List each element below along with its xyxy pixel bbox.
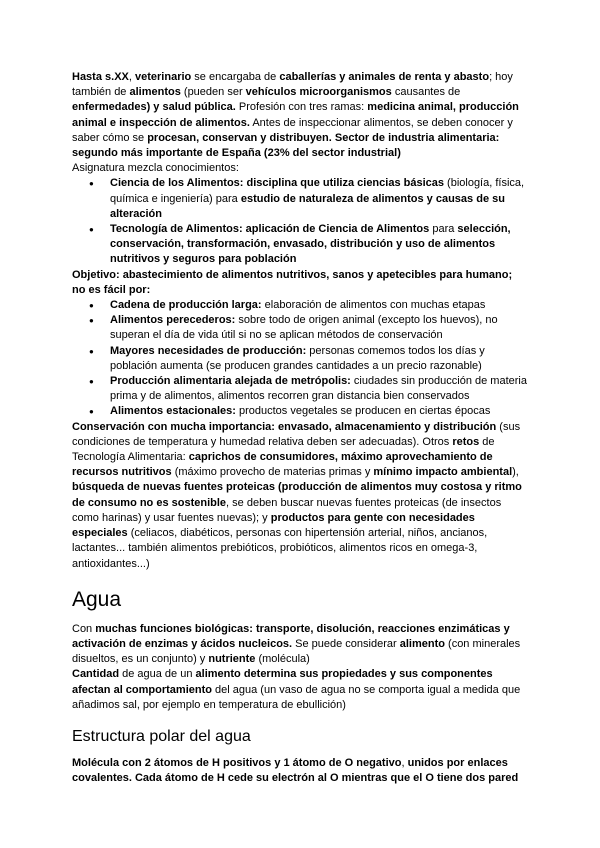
bold-text: Alimentos perecederos:	[110, 314, 236, 327]
bold-text: productos para gente con necesidades especiales	[72, 511, 475, 540]
bold-text: Hasta s.XX	[72, 71, 129, 83]
text: ),	[512, 466, 519, 479]
bold-text: mínimo impacto ambiental	[373, 466, 513, 479]
bullet-item	[72, 374, 528, 404]
bold-text: retos	[452, 435, 480, 448]
bold-text: búsqueda de nuevas fuentes proteicas (producción de alimentos muy costosa y ritmo de consumo no es sostenible	[72, 481, 522, 509]
bold-text: Cantidad	[72, 668, 120, 681]
paragraph-asignatura	[72, 161, 528, 176]
text: ciudades sin producción de materia prima y de alimentos, alimentos recorren gran distancia bien conservados	[110, 375, 527, 403]
text: (sus condiciones de temperatura y humedad relativa deben ser adecuadas). Otros	[72, 420, 521, 448]
bold-text: Conservación con mucha importancia: envasado, almacenamiento y distribución	[72, 420, 497, 433]
bold-text: Cadena de producción larga:	[110, 299, 262, 312]
heading-agua: Agua	[72, 587, 122, 611]
bold-text: Molécula con 2 átomos de H positivos y 1 átomo de O negativo	[72, 756, 402, 769]
text: del agua (un vaso de agua no se comporta igual a medida que añadimos sal, por ejemplo en temperatura de ebullición)	[72, 683, 521, 711]
heading-estructura-polar: Estructura polar del agua	[72, 727, 251, 745]
text: personas comemos todos los días y población aumenta (se producen grandes cantidades a un precio razonable)	[110, 344, 485, 372]
bold-text: Ciencia de los Alimentos: disciplina que utiliza ciencias básicas	[110, 177, 444, 190]
text: se encargaba de	[191, 71, 280, 83]
bold-text: Producción alimentaria alejada de metrópolis:	[110, 375, 351, 388]
text: de agua de un	[119, 668, 196, 681]
text: (biología, física, química e ingeniería) para	[110, 177, 525, 205]
text: elaboración de alimentos con muchas etapas	[261, 299, 486, 312]
bullet-item	[72, 344, 528, 374]
text: (máximo provecho de materias primas y	[171, 466, 374, 479]
text: Se puede considerar	[292, 637, 400, 650]
bold-text: caprichos de consumidores, máximo aprovechamiento de recursos nutritivos	[72, 451, 493, 479]
bold-text: procesan, conservan y distribuyen. Sector de industria alimentaria: segundo más importante de España (23% del sector industrial)	[72, 131, 500, 160]
bold-text: Tecnología de Alimentos: aplicación de Ciencia de Alimentos	[110, 223, 430, 236]
bold-text: vehículos microorganismos	[245, 86, 392, 99]
bullet-item	[72, 313, 528, 343]
text: ,	[128, 71, 135, 83]
paragraph-molecula	[72, 756, 528, 786]
bold-text: selección, conservación, transformación, envasado, distribución y uso de alimentos nutritivos y seguros para población	[110, 223, 511, 266]
bullet-list-dificultades	[72, 298, 528, 420]
text: (molécula)	[255, 653, 310, 666]
bullet-item	[72, 176, 528, 222]
text: ,	[401, 756, 408, 769]
bold-text: Alimentos estacionales:	[110, 405, 236, 418]
text: , se deben buscar nuevas fuentes proteicas (de insectos como harinas) y usar fuentes nuevas); y	[72, 496, 502, 524]
bold-text: muchas funciones biológicas: transporte, disolución, reacciones enzimáticas y activación de enzimas y ácidos nucleicos.	[72, 622, 510, 650]
bold-text: estudio de naturaleza de alimentos y causas de su alteración	[110, 192, 505, 220]
text: Asignatura mezcla conocimientos:	[72, 162, 239, 175]
text: (con minerales disueltos, es un conjunto) y	[72, 637, 521, 666]
bold-text: unidos por enlaces covalentes. Cada átomo de H cede su electrón al O mientras que el O tiene dos pared	[72, 756, 519, 785]
paragraph-intro	[72, 70, 528, 161]
bold-text: Mayores necesidades de producción:	[110, 344, 307, 357]
text: (celiacos, diabéticos, personas con hipertensión arterial, niños, ancianos, lactantes... también alimentos prebióticos, probióticos, alimentos ricos en omega-3, antioxidantes...)	[72, 527, 488, 570]
text: Antes de inspeccionar alimentos, se deben conocer y saber cómo se	[72, 116, 513, 144]
bold-text: Objetivo: abastecimiento de alimentos nutritivos, sanos y apetecibles para humano; no es fácil por:	[72, 268, 513, 296]
text: (pueden ser	[180, 86, 246, 99]
bullet-item	[72, 404, 528, 419]
bold-text: nutriente	[208, 653, 256, 666]
text: sobre todo de origen animal (excepto los huevos), no superan el día de vida útil si no se aplican métodos de conservación	[110, 314, 498, 342]
text: de Tecnología Alimentaria:	[72, 435, 495, 464]
bold-text: alimentos	[129, 86, 181, 99]
text: para	[429, 223, 458, 236]
bullet-item	[72, 222, 528, 268]
paragraph-cantidad	[72, 667, 528, 713]
bullet-list-disciplinas	[72, 176, 528, 267]
paragraph-funciones	[72, 622, 528, 668]
bold-text: alimento	[399, 637, 445, 650]
bold-text: veterinario	[135, 71, 192, 83]
text: productos vegetales se producen en ciertas épocas	[235, 405, 491, 418]
text: Profesión con tres ramas:	[235, 101, 368, 114]
bullet-item	[72, 298, 528, 313]
paragraph-conservacion	[72, 420, 528, 572]
text: Con	[72, 622, 96, 635]
bold-text: caballerías y animales de renta y abasto	[279, 71, 490, 83]
bold-text: medicina animal, producción animal e inspección de alimentos.	[72, 101, 519, 129]
bold-text: enfermedades) y salud pública.	[72, 101, 236, 114]
text: ; hoy también de	[72, 71, 513, 99]
text: causantes de	[391, 86, 461, 99]
document-page	[72, 70, 528, 786]
bold-text: alimento determina sus propiedades y sus componentes afectan al comportamiento	[72, 668, 493, 696]
paragraph-objetivo	[72, 268, 528, 298]
